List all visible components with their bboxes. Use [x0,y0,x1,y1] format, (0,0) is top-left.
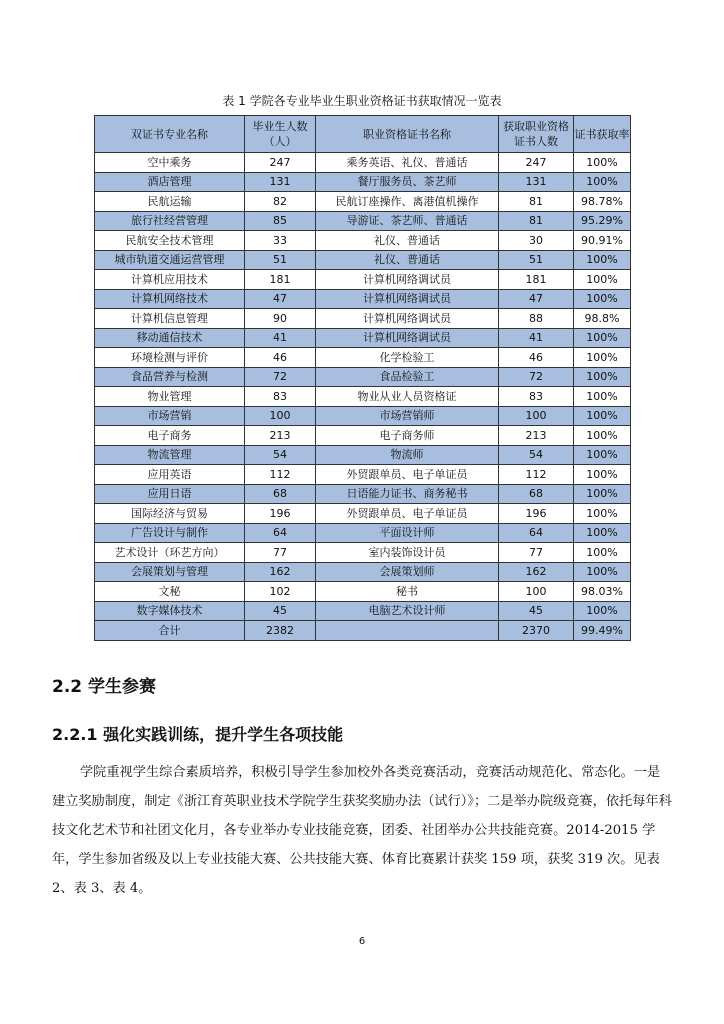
cell-certificate-rate: 100% [574,153,631,173]
cell-certificate-rate: 100% [574,270,631,290]
cell-certificate-name: 计算机网络调试员 [316,270,499,290]
cell-certified-count: 100 [499,406,574,426]
cell-certified-count: 41 [499,328,574,348]
cell-major: 物业管理 [95,387,245,407]
certificate-table [94,115,631,641]
cell-major: 艺术设计（环艺方向） [95,543,245,563]
cell-certificate-rate: 90.91% [574,231,631,251]
cell-certificate-name: 室内装饰设计员 [316,543,499,563]
cell-certificate-name: 平面设计师 [316,523,499,543]
table-row [95,172,631,192]
cell-certified-count: 72 [499,367,574,387]
cell-certified-count: 88 [499,309,574,329]
cell-certificate-rate: 100% [574,543,631,563]
cell-major: 市场营销 [95,406,245,426]
cell-major: 环境检测与评价 [95,348,245,368]
cell-certified-count: 247 [499,153,574,173]
table-row [95,406,631,426]
table-row [95,543,631,563]
cell-certificate-name: 秘书 [316,582,499,602]
cell-certificate-name: 会展策划师 [316,562,499,582]
cell-certificate-name: 乘务英语、礼仪、普通话 [316,153,499,173]
cell-major: 广告设计与制作 [95,523,245,543]
cell-certificate-name: 电子商务师 [316,426,499,446]
cell-certificate-rate: 98.78% [574,192,631,212]
cell-certificate-rate: 100% [574,465,631,485]
table-row [95,601,631,621]
cell-certified-count: 162 [499,562,574,582]
cell-certificate-name: 计算机网络调试员 [316,328,499,348]
cell-certificate-rate: 100% [574,367,631,387]
cell-certificate-rate: 98.8% [574,309,631,329]
cell-graduates: 82 [245,192,316,212]
table-row [95,504,631,524]
cell-major: 食品营养与检测 [95,367,245,387]
cell-certificate-name: 化学检验工 [316,348,499,368]
cell-certificate-rate: 95.29% [574,211,631,231]
cell-certified-count: 45 [499,601,574,621]
cell-certified-count: 131 [499,172,574,192]
cell-certificate-rate: 98.03% [574,582,631,602]
cell-certificate-name: 食品检验工 [316,367,499,387]
cell-major: 旅行社经营管理 [95,211,245,231]
cell-certified-count: 81 [499,192,574,212]
total-cell-graduates: 2382 [245,621,316,641]
table-row [95,250,631,270]
cell-certificate-name: 物流师 [316,445,499,465]
cell-certificate-name: 餐厅服务员、茶艺师 [316,172,499,192]
cell-certificate-name: 导游证、茶艺师、普通话 [316,211,499,231]
cell-graduates: 77 [245,543,316,563]
cell-certified-count: 83 [499,387,574,407]
cell-certified-count: 213 [499,426,574,446]
cell-major: 计算机网络技术 [95,289,245,309]
total-cell-certified-count: 2370 [499,621,574,641]
cell-certified-count: 112 [499,465,574,485]
cell-graduates: 85 [245,211,316,231]
table-row [95,348,631,368]
table-row [95,426,631,446]
cell-certificate-name: 礼仪、普通话 [316,231,499,251]
cell-certificate-name: 礼仪、普通话 [316,250,499,270]
cell-certified-count: 64 [499,523,574,543]
header-certificate-rate: 证书获取率 [574,116,631,153]
section-heading-2-2: 2.2 学生参赛 [52,677,157,697]
cell-certificate-rate: 100% [574,484,631,504]
cell-certificate-rate: 100% [574,601,631,621]
cell-major: 酒店管理 [95,172,245,192]
cell-graduates: 102 [245,582,316,602]
cell-certificate-rate: 100% [574,387,631,407]
table-row [95,523,631,543]
cell-certified-count: 181 [499,270,574,290]
cell-major: 民航安全技术管理 [95,231,245,251]
cell-certificate-rate: 100% [574,289,631,309]
table-row [95,328,631,348]
cell-certificate-rate: 100% [574,562,631,582]
cell-major: 数字媒体技术 [95,601,245,621]
table-row [95,153,631,173]
table-row [95,270,631,290]
cell-major: 国际经济与贸易 [95,504,245,524]
table-row [95,445,631,465]
total-cell-certificate-rate: 99.49% [574,621,631,641]
cell-graduates: 131 [245,172,316,192]
cell-graduates: 162 [245,562,316,582]
cell-graduates: 51 [245,250,316,270]
cell-certificate-rate: 100% [574,328,631,348]
cell-certificate-name: 电脑艺术设计师 [316,601,499,621]
cell-major: 应用英语 [95,465,245,485]
cell-graduates: 247 [245,153,316,173]
cell-graduates: 46 [245,348,316,368]
cell-certificate-rate: 100% [574,426,631,446]
cell-major: 计算机信息管理 [95,309,245,329]
total-cell-major: 合计 [95,621,245,641]
table-row [95,289,631,309]
cell-certified-count: 47 [499,289,574,309]
cell-graduates: 83 [245,387,316,407]
header-certified-count: 获取职业资格证书人数 [499,116,574,153]
cell-major: 空中乘务 [95,153,245,173]
cell-certified-count: 54 [499,445,574,465]
cell-certified-count: 30 [499,231,574,251]
cell-graduates: 90 [245,309,316,329]
cell-certificate-rate: 100% [574,445,631,465]
cell-certified-count: 51 [499,250,574,270]
cell-certified-count: 81 [499,211,574,231]
total-cell-certificate-name [316,621,499,641]
cell-graduates: 41 [245,328,316,348]
cell-certified-count: 77 [499,543,574,563]
table-row [95,211,631,231]
cell-graduates: 72 [245,367,316,387]
cell-certificate-rate: 100% [574,406,631,426]
cell-major: 计算机应用技术 [95,270,245,290]
cell-certified-count: 46 [499,348,574,368]
cell-graduates: 213 [245,426,316,446]
cell-graduates: 112 [245,465,316,485]
cell-certificate-rate: 100% [574,348,631,368]
table-row [95,367,631,387]
cell-certificate-rate: 100% [574,172,631,192]
header-major: 双证书专业名称 [95,116,245,153]
cell-certificate-rate: 100% [574,504,631,524]
cell-graduates: 54 [245,445,316,465]
cell-major: 移动通信技术 [95,328,245,348]
cell-graduates: 196 [245,504,316,524]
cell-certificate-name: 物业从业人员资格证 [316,387,499,407]
table-row [95,465,631,485]
cell-major: 城市轨道交通运营管理 [95,250,245,270]
cell-graduates: 68 [245,484,316,504]
cell-graduates: 64 [245,523,316,543]
cell-certified-count: 100 [499,582,574,602]
cell-certificate-name: 市场营销师 [316,406,499,426]
table-row [95,562,631,582]
cell-graduates: 33 [245,231,316,251]
cell-major: 会展策划与管理 [95,562,245,582]
cell-major: 文秘 [95,582,245,602]
header-certificate-name: 职业资格证书名称 [316,116,499,153]
cell-graduates: 47 [245,289,316,309]
cell-graduates: 181 [245,270,316,290]
cell-certificate-rate: 100% [574,523,631,543]
table-row [95,231,631,251]
cell-certificate-name: 外贸跟单员、电子单证员 [316,465,499,485]
body-paragraph: 学院重视学生综合素质培养，积极引导学生参加校外各类竞赛活动，竞赛活动规范化、常态化。一是建立奖励制度，制定《浙江育英职业技术学院学生获奖奖励办法（试行）》；二是举办院级竞赛，依托每年科技文化艺术节和社团文化月，各专业举办专业技能竞赛，团委、社团举办公共技能竞赛。2014-2015 学年，学生参加省级及以上专业技能大赛、公共技能大赛、体育比赛累计获奖 159 项，获奖 319 次。见表 2、表 3、表 4。 [52,765,672,896]
page-number: 6 [358,936,366,947]
section-heading-2-2-1: 2.2.1 强化实践训练，提升学生各项技能 [52,725,344,744]
table-row [95,484,631,504]
table-header-row [95,116,631,153]
header-graduates: 毕业生人数（人） [245,116,316,153]
cell-graduates: 100 [245,406,316,426]
cell-certificate-name: 民航订座操作、离港值机操作 [316,192,499,212]
table-row [95,309,631,329]
cell-major: 电子商务 [95,426,245,446]
cell-certified-count: 68 [499,484,574,504]
cell-certificate-name: 日语能力证书、商务秘书 [316,484,499,504]
table-row [95,192,631,212]
cell-major: 物流管理 [95,445,245,465]
cell-major: 民航运输 [95,192,245,212]
cell-graduates: 45 [245,601,316,621]
table-row [95,387,631,407]
cell-certificate-name: 外贸跟单员、电子单证员 [316,504,499,524]
table-total-row [95,621,631,641]
cell-certificate-name: 计算机网络调试员 [316,309,499,329]
table-caption: 表 1 学院各专业毕业生职业资格证书获取情况一览表 [222,94,502,108]
cell-certified-count: 196 [499,504,574,524]
cell-certificate-rate: 100% [574,250,631,270]
cell-certificate-name: 计算机网络调试员 [316,289,499,309]
cell-major: 应用日语 [95,484,245,504]
table-row [95,582,631,602]
